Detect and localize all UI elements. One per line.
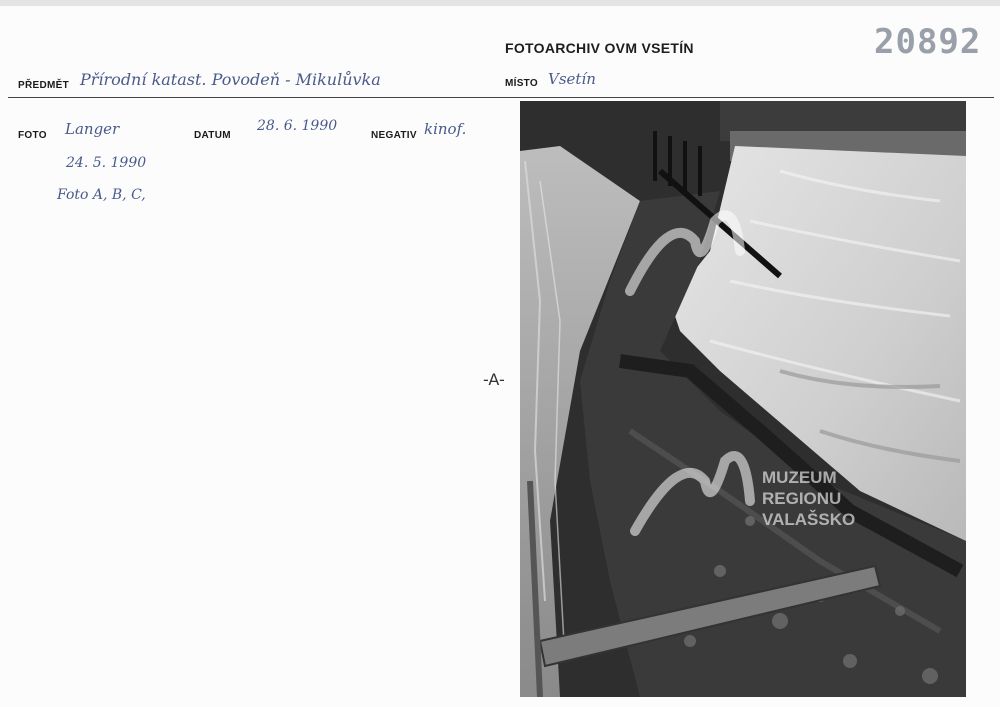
watermark-line-1: MUZEUM xyxy=(762,468,837,487)
datum-value: 28. 6. 1990 xyxy=(257,118,338,134)
watermark-line-3: VALAŠSKO xyxy=(762,510,856,529)
watermark-line-2: REGIONU xyxy=(762,489,842,508)
note-date: 24. 5. 1990 xyxy=(66,155,147,171)
header-divider xyxy=(8,97,994,98)
top-edge-strip xyxy=(0,0,1000,6)
negativ-value: kinof. xyxy=(424,120,467,138)
predmet-label: PŘEDMĚT xyxy=(18,80,69,91)
foto-value: Langer xyxy=(65,120,120,138)
photo-marker-a: -A- xyxy=(483,370,505,389)
negativ-label: NEGATIV xyxy=(371,130,417,141)
predmet-value: Přírodní katast. Povodeň - Mikulůvka xyxy=(80,70,381,89)
catalog-number: 20892 xyxy=(874,22,982,62)
note-foto: Foto A, B, C, xyxy=(57,187,146,203)
photo-illustration xyxy=(520,101,966,697)
museum-watermark-text xyxy=(762,467,855,530)
foto-label: FOTO xyxy=(18,130,47,141)
datum-label: DATUM xyxy=(194,130,231,141)
archive-title: FOTOARCHIV OVM VSETÍN xyxy=(505,40,694,56)
misto-label: MÍSTO xyxy=(505,78,538,89)
misto-value: Vsetín xyxy=(548,70,596,88)
flood-photograph xyxy=(520,101,966,697)
